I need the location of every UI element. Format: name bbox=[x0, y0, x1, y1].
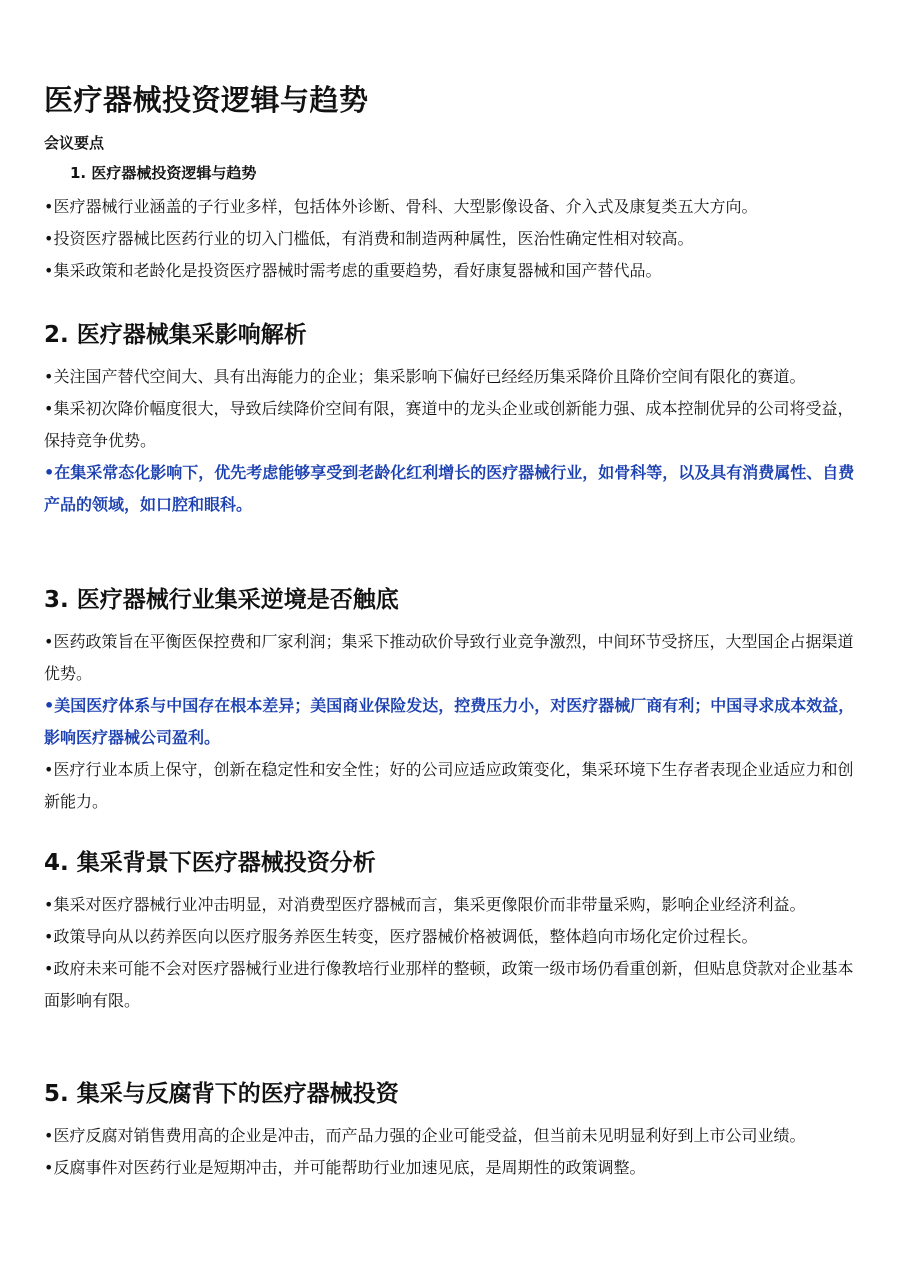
section-heading: 5. 集采与反腐背下的医疗器械投资 bbox=[44, 1081, 399, 1107]
bullet-item: • 投资医疗器械比医药行业的切入门槛低，有消费和制造两种属性，医治性确定性相对较高。 bbox=[44, 223, 862, 255]
bullet-item: • 医疗反腐对销售费用高的企业是冲击，而产品力强的企业可能受益，但当前未见明显利好到上市公司业绩。 bbox=[44, 1120, 862, 1152]
highlighted-bullet-item: • 美国医疗体系与中国存在根本差异；美国商业保险发达，控费压力小，对医疗器械厂商有利；中国寻求成本效益，影响医疗器械公司盈利。 bbox=[44, 690, 862, 754]
bullet-item: • 集采对医疗器械行业冲击明显，对消费型医疗器械而言，集采更像限价而非带量采购，影响企业经济利益。 bbox=[44, 889, 862, 921]
section-3 bbox=[44, 582, 862, 818]
section-heading: 2. 医疗器械集采影响解析 bbox=[44, 322, 307, 348]
bullet-item: • 政府未来可能不会对医疗器械行业进行像教培行业那样的整顿，政策一级市场仍看重创新，但贴息贷款对企业基本面影响有限。 bbox=[44, 953, 862, 1017]
section-5 bbox=[44, 1076, 862, 1184]
bullet-item: • 政策导向从以药养医向以医疗服务养医生转变，医疗器械价格被调低，整体趋向市场化定价过程长。 bbox=[44, 921, 862, 953]
section-2 bbox=[44, 317, 862, 521]
highlighted-bullet-item: • 在集采常态化影响下，优先考虑能够享受到老龄化红利增长的医疗器械行业，如骨科等，以及具有消费属性、自费产品的领域，如口腔和眼科。 bbox=[44, 457, 862, 521]
section-4 bbox=[44, 845, 862, 1017]
section-heading: 4. 集采背景下医疗器械投资分析 bbox=[44, 850, 376, 876]
bullet-item: • 集采初次降价幅度很大，导致后续降价空间有限，赛道中的龙头企业或创新能力强、成本控制优异的公司将受益，保持竞争优势。 bbox=[44, 393, 862, 457]
section-1-bullets bbox=[44, 191, 862, 287]
bullet-item: • 医疗器械行业涵盖的子行业多样，包括体外诊断、骨科、大型影像设备、介入式及康复类五大方向。 bbox=[44, 191, 862, 223]
section-heading: 3. 医疗器械行业集采逆境是否触底 bbox=[44, 587, 399, 613]
bullet-item: • 反腐事件对医药行业是短期冲击，并可能帮助行业加速见底，是周期性的政策调整。 bbox=[44, 1152, 862, 1184]
bullet-item: • 医疗行业本质上保守，创新在稳定性和安全性；好的公司应适应政策变化，集采环境下生存者表现企业适应力和创新能力。 bbox=[44, 754, 862, 818]
bullet-item: • 关注国产替代空间大、具有出海能力的企业；集采影响下偏好已经经历集采降价且降价空间有限化的赛道。 bbox=[44, 361, 862, 393]
outline-item-1: 1. 医疗器械投资逻辑与趋势 bbox=[70, 164, 257, 182]
bullet-item: • 医药政策旨在平衡医保控费和厂家利润；集采下推动砍价导致行业竞争激烈，中间环节受挤压，大型国企占据渠道优势。 bbox=[44, 626, 862, 690]
document-title: 医疗器械投资逻辑与趋势 bbox=[44, 83, 369, 117]
bullet-item: • 集采政策和老龄化是投资医疗器械时需考虑的重要趋势，看好康复器械和国产替代品。 bbox=[44, 255, 862, 287]
meeting-minutes-label: 会议要点 bbox=[44, 134, 105, 152]
